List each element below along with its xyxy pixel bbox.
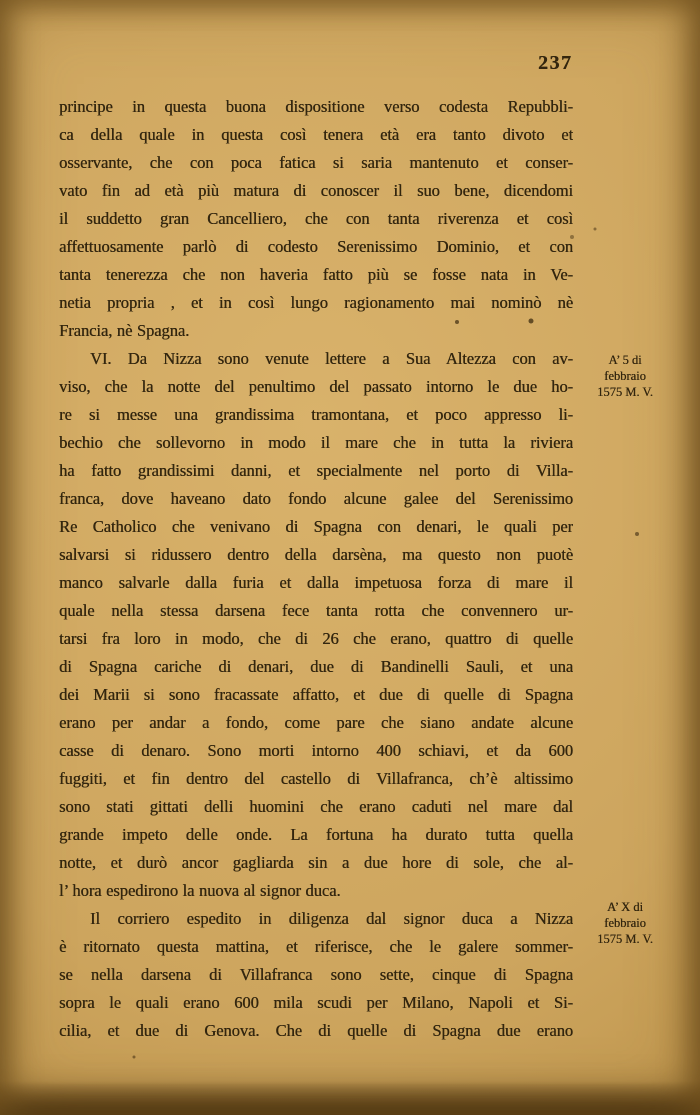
text-line: vato fin ad età più matura di conoscer il suo bene, dicendomi — [59, 181, 573, 200]
text-line: sono stati gittati delli huomini che erano caduti nel mare dal — [59, 797, 573, 816]
page-number: 237 — [538, 52, 573, 74]
text-line: erano per andar a fondo, come pare che siano andate alcune — [59, 713, 573, 732]
ink-specks — [0, 0, 2, 2]
margin-note — [584, 899, 666, 947]
margin-note-line: 1575 M. V. — [597, 932, 653, 946]
text-line: se nella darsena di Villafranca sono sette, cinque di Spagna — [59, 965, 573, 984]
margin-note-line: febbraio — [604, 369, 646, 383]
text-line: ha fatto grandissimi danni, et specialmente nel porto di Villa- — [59, 461, 573, 480]
page-edge-shadow — [0, 1081, 700, 1115]
text-line: è ritornato questa mattina, et riferisce, che le galere sommer- — [59, 937, 573, 956]
text-line: quale nella stessa darsena fece tanta rotta che convennero ur- — [59, 601, 573, 620]
margin-note-line: A’ X di — [607, 900, 643, 914]
margin-note-line: 1575 M. V. — [597, 385, 653, 399]
text-line: sopra le quali erano 600 mila scudi per Milano, Napoli et Si- — [59, 993, 573, 1012]
text-line: di Spagna cariche di denari, due di Bandinelli Sauli, et una — [59, 657, 573, 676]
text-line: grande impeto delle onde. La fortuna ha durato tutta quella — [59, 825, 573, 844]
text-line: cilia, et due di Genova. Che di quelle di Spagna due erano — [59, 1021, 573, 1040]
text-line: tarsi fra loro in modo, che di 26 che erano, quattro di quelle — [59, 629, 573, 648]
text-line: Re Catholico che venivano di Spagna con denari, le quali per — [59, 517, 573, 536]
text-line: casse di denaro. Sono morti intorno 400 schiavi, et da 600 — [59, 741, 573, 760]
text-line: bechio che sollevorno in modo il mare che in tutta la riviera — [59, 433, 573, 452]
text-line: dei Marii si sono fracassate affatto, et due di quelle di Spagna — [59, 685, 573, 704]
text-line: Il corriero espedito in diligenza dal signor duca a Nizza — [90, 909, 573, 928]
text-line: ca della quale in questa così tenera età era tanto divoto et — [59, 125, 573, 144]
margin-note-line: febbraio — [604, 916, 646, 930]
text-line: osservante, che con poca fatica si saria mantenuto et conser- — [59, 153, 573, 172]
text-line: principe in questa buona dispositione verso codesta Repubbli- — [59, 97, 573, 116]
text-line: tanta tenerezza che non haveria fatto più se fosse nata in Ve- — [59, 265, 573, 284]
text-line: franca, dove haveano dato fondo alcune galee del Serenissimo — [59, 489, 573, 508]
text-line: notte, et durò ancor gagliarda sin a due hore di sole, che al- — [59, 853, 573, 872]
margin-note-line: A’ 5 di — [608, 353, 642, 367]
text-line: salvarsi si ridussero dentro della darsèna, ma questo non puotè — [59, 545, 573, 564]
text-line: netia propria , et in così lungo ragionamento mai nominò nè — [59, 293, 573, 312]
text-line: il suddetto gran Cancelliero, che con tanta riverenza et così — [59, 209, 573, 228]
text-line: fuggiti, et fin dentro del castello di Villafranca, ch’è altissimo — [59, 769, 573, 788]
text-line: viso, che la notte del penultimo del passato intorno le due ho- — [59, 377, 573, 396]
text-block — [59, 93, 573, 1045]
text-line: l’ hora espedirono la nuova al signor duca. — [59, 881, 341, 900]
margin-note — [584, 352, 666, 400]
text-line: affettuosamente parlò di codesto Serenissimo Dominio, et con — [59, 237, 573, 256]
text-line: manco salvarle dalla furia et dalla impetuosa forza di mare il — [59, 573, 573, 592]
text-line: VI. Da Nizza sono venute lettere a Sua Altezza con av- — [90, 349, 573, 368]
text-line: re si messe una grandissima tramontana, et poco appresso li- — [59, 405, 573, 424]
text-line: Francia, nè Spagna. — [59, 321, 190, 340]
